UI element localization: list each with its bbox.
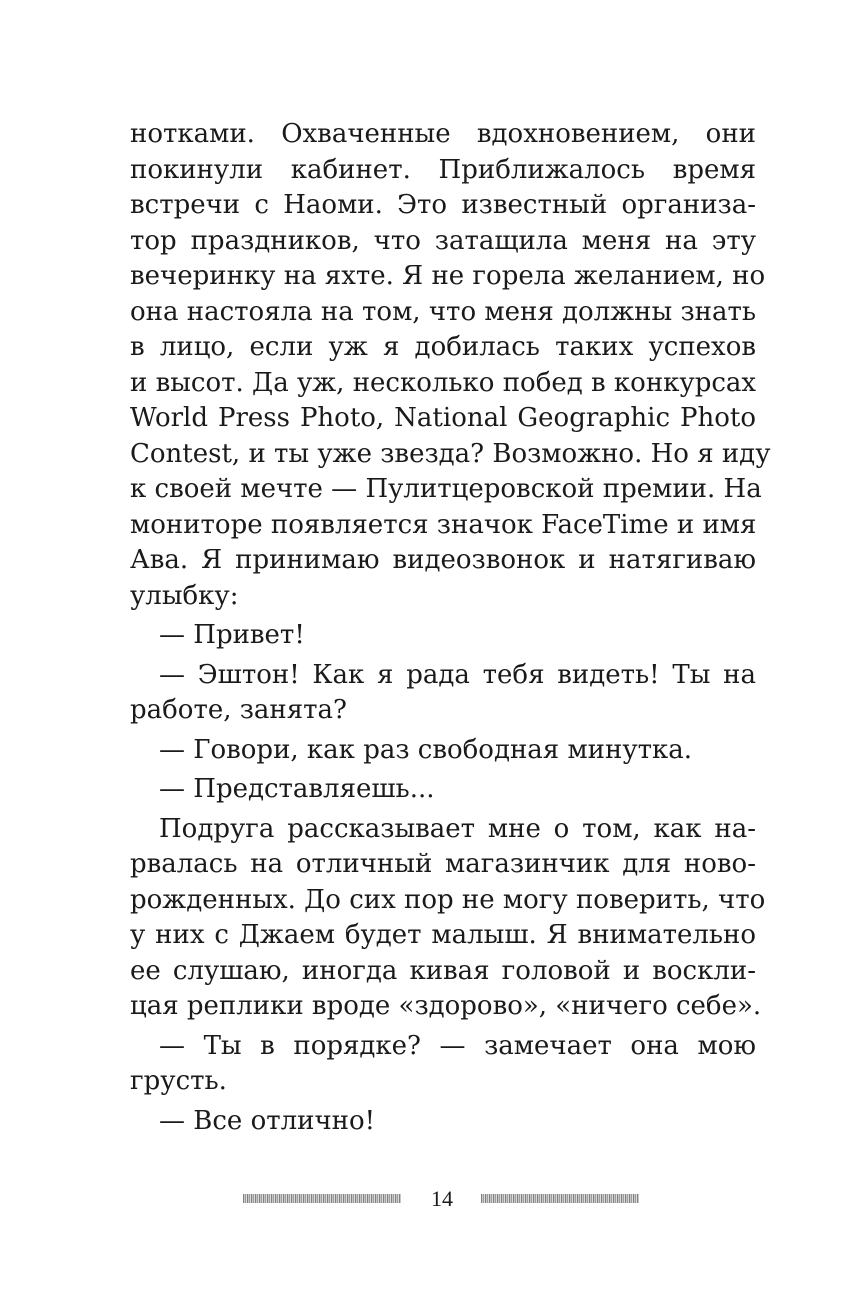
text-line: Contest, и ты уже звезда? Возможно. Но я иду xyxy=(130,438,771,469)
text-line: к своей мечте — Пулитцеровской премии. На xyxy=(130,474,762,504)
text-line: мониторе появляется значок FaceTime и имя xyxy=(130,509,757,540)
text-line: World Press Photo, National Geographic Photo xyxy=(130,403,756,433)
text-line: — Эштон! Как я рада тебя видеть! Ты на xyxy=(159,659,756,690)
text-line: — Привет! xyxy=(159,620,305,650)
text-line: у них с Джаем будет малыш. Я внимательно xyxy=(130,920,756,950)
text-line: — Ты в порядке? — замечает она мою xyxy=(159,1030,756,1061)
text-line: — Все отлично! xyxy=(159,1105,376,1136)
text-line: — Представляешь... xyxy=(159,774,435,804)
text-line: нотками. Охваченные вдохновением, они xyxy=(130,119,756,149)
text-line: рвалась на отличный магазинчик для ново- xyxy=(130,849,756,879)
text-line: Ава. Я принимаю видеозвонок и натягиваю xyxy=(130,545,756,575)
text-line: и высот. Да уж, несколько побед в конкурсах xyxy=(130,367,757,398)
page-number: 14 xyxy=(431,1186,453,1211)
text-line: цая реплики вроде «здорово», «ничего себе». xyxy=(130,991,762,1021)
text-line: улыбку: xyxy=(130,580,239,611)
text-line: встречи с Наоми. Это известный организа- xyxy=(130,190,756,220)
page-footer xyxy=(0,1182,844,1216)
text-line: ее слушаю, иногда кивая головой и воскли- xyxy=(130,955,756,986)
text-line: грусть. xyxy=(130,1066,227,1096)
body-text xyxy=(130,117,771,1139)
text-line: вечеринку на яхте. Я не горела желанием, но xyxy=(130,261,766,291)
text-line: рожденных. До сих пор не могу поверить, что xyxy=(130,884,766,915)
text-line: она настояла на том, что меня должны знать xyxy=(130,296,756,327)
text-line: Подруга рассказывает мне о том, как на- xyxy=(159,813,756,844)
text-line: работе, занята? xyxy=(130,695,347,725)
text-line: в лицо, если уж я добилась таких успехов xyxy=(130,332,756,362)
footer-ornament-right xyxy=(481,1194,639,1203)
text-line: — Говори, как раз свободная минутка. xyxy=(159,734,693,765)
text-line: тор праздников, что затащила меня на эту xyxy=(130,225,756,256)
footer-ornament-left xyxy=(243,1194,401,1203)
text-line: покинули кабинет. Приближалось время xyxy=(130,154,756,185)
